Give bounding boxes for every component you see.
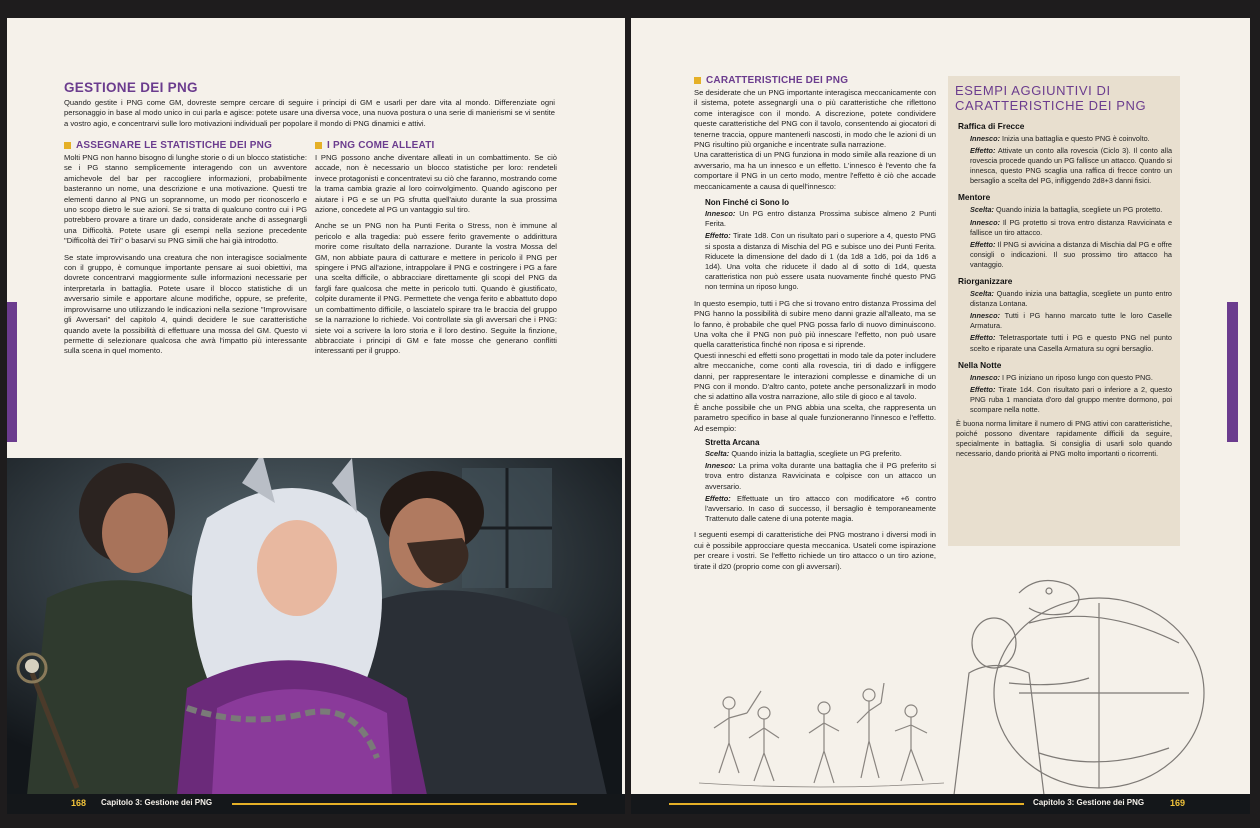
example-row: Innesco: Un PG entro distanza Prossima subisce almeno 2 Punti Ferita.	[705, 209, 936, 229]
paragraph: Questi inneschi ed effetti sono progettati in modo tale da poter includere altre meccaniche, come conti alla rovescia, tiri di dado e infliggere danni, per rappresentare le interazioni complesse e dinamiche di un PNG con il mondo. D'altro canto, potete anche personalizzarli in modo che si adattino alla vostra narrazione, allo stile di gioco e al tavolo.	[694, 350, 936, 402]
section-heading-allies: I PNG COME ALLEATI	[315, 140, 557, 151]
sidebar-row: Innesco: Tutti i PG hanno marcato tutte le loro Caselle Armatura.	[970, 311, 1172, 331]
sidebar-examples	[948, 76, 1180, 546]
intro-paragraph: Quando gestite i PNG come GM, dovreste sempre cercare di seguire i principi di GM e usarli per dare vita al mondo. Differenziate ogni personaggio in base al modo unico in cui parla e agisce: potete usare una diversa voce, una nuova postura o una serie di manierismi se vi sentite a vostro agio, e concentrarvi sulle loro motivazioni individuali per popolare il mondo di PNG dinamici e attivi.	[64, 98, 555, 128]
sketch-turtle	[949, 563, 1219, 795]
footer-rule	[669, 803, 1024, 805]
illustration-npcs	[7, 458, 622, 795]
example-title: Non Finché ci Sono Io	[705, 198, 789, 208]
sidebar-footer-text: È buona norma limitare il numero di PNG attivi con caratteristiche, poiché possono diventare rapidamente difficili da seguire, specialmente in battaglia. Si consiglia di usarli solo quando necessario, dando priorità ai PNG molto importanti o ricorrenti.	[956, 418, 1172, 459]
bullet-square-icon	[694, 77, 701, 84]
sidebar-row: Effetto: Teletrasportate tutti i PG e questo PNG nel punto scelto e riparate una Casella Armatura su ogni bersaglio.	[970, 333, 1172, 353]
column-1-text	[64, 153, 307, 357]
bullet-square-icon	[64, 142, 71, 149]
sidebar-item-name: Nella Notte	[958, 359, 1002, 370]
column-2-text	[315, 153, 557, 357]
column-2	[315, 140, 557, 363]
sidebar-item-name: Riorganizzare	[958, 276, 1013, 287]
section-heading-characteristics: CARATTERISTICHE DEI PNG	[694, 75, 936, 86]
sidebar-row: Scelta: Quando inizia una battaglia, scegliete un punto entro distanza Lontana.	[970, 289, 1172, 309]
paragraph: I PNG possono anche diventare alleati in un combattimento. Se ciò accade, non è necessario un blocco statistiche per loro: rendeteli invece protagonisti e concentratevi su ciò che faranno, mostrando come la trama cambia grazie al loro coinvolgimento. Quando agiscono per aiutare i PG e se un PG sfrutta quell'aiuto durante la sua prossima azione, concedete al PG un vantaggio sul tiro.	[315, 153, 557, 215]
page-number: 168	[71, 798, 87, 808]
paragraph: I seguenti esempi di caratteristiche dei PNG mostrano i diversi modi in cui è possibile approcciare questa meccanica. Usateli come ispirazione per creare i vostri. Se l'effetto richiede un tiro attacco o un tiro azione, tirate il d20 (proprio come con gli avversari).	[694, 530, 936, 571]
page-number: 169	[1170, 798, 1186, 808]
right-column-text	[694, 88, 936, 192]
example-row: Effetto: Effettuate un tiro attacco con modificatore +6 contro l'avversario. In caso di successo, il bersaglio è temporaneamente Trattenuto dalle catene di una potente magia.	[705, 493, 936, 524]
right-column-text-3	[694, 530, 936, 572]
sidebar-row: Effetto: Attivate un conto alla rovescia (Ciclo 3). Il conto alla rovescia procede quando un PG fallisce un attacco. Quando si innesca, questo PNG scaglia una raffica di frecce contro un bersaglio a scelta del PG, infliggendo 2d8+3 danni fisici.	[970, 146, 1173, 186]
example-row: Innesco: La prima volta durante una battaglia che il PG preferito si trova entro distanza Ravvicinata e colpisce con un attacco un avversario.	[705, 461, 936, 491]
sidebar-row: Innesco: I PG iniziano un riposo lungo con questo PNG.	[970, 372, 1153, 382]
illustration-svg	[7, 458, 622, 795]
paragraph: È anche possibile che un PNG abbia una scelta, che rappresenta un parametro specifico in base al quale funzioneranno l'innesco e l'effetto. Ad esempio:	[694, 402, 936, 433]
sidebar-row: Scelta: Quando inizia la battaglia, scegliete un PG protetto.	[970, 205, 1163, 215]
sidebar-item-name: Mentore	[958, 192, 991, 203]
paragraph: In questo esempio, tutti i PG che si trovano entro distanza Prossima del PNG hanno la possibilità di subire meno danni grazie all'alleato, ma se lo fanno, è probabile che quel PNG possa farlo di nuovo diminuiscono. Una volta che il PNG non può più innescare l'effetto, non può usare quella caratteristica finché non riposa e si riprende.	[694, 298, 936, 350]
sidebar-row: Innesco: Inizia una battaglia e questo PNG è coinvolto.	[970, 134, 1150, 143]
right-column-text-2	[694, 299, 936, 434]
section-heading-assign: ASSEGNARE LE STATISTICHE DEI PNG	[64, 140, 307, 151]
chapter-tab	[7, 302, 17, 442]
footer-chapter: Capitolo 3: Gestione dei PNG	[101, 798, 213, 807]
paragraph: Una caratteristica di un PNG funziona in modo simile alla reazione di un avversario, ma ha un innesco e un effetto. L'innesco è l'evento che fa comportare il PNG in un certo modo, mentre l'effetto è ciò che accade meccanicamente a causa di quell'innesco:	[694, 150, 936, 191]
paragraph: Anche se un PNG non ha Punti Ferita o Stress, non è immune al pericolo e alla tragedia: può essere ferito gravemente o addirittura morire come risultato della narrazione. Durante la vostra Mossa del GM, non abbiate paura di catturare e mettere in pericolo il PNG per spingere i PNG all'azione, intrappolare il PNG e costringere i PG a fare una scelta difficile, o abbracciare direttamente gli scopi del PNG da fargli fare qualcosa che mette in pericolo tutti. Quando è giustificato, colpite duramente il PNG. Permettete che venga ferito e abbattuto dopo un combattimento difficile, o lasciatelo spirare tra le braccia del gruppo se la narrazione lo richiede. Voi controllate sia gli avversari che i PNG: siete voi a scrivere la loro storia e il loro destino. Seguite la finzione, abbracciate i principi di GM e fate mosse che generano conflitti interessanti per il gruppo.	[315, 221, 557, 356]
paragraph: Molti PNG non hanno bisogno di lunghe storie o di un blocco statistiche: se i PG stanno semplicemente interagendo con un avventore amichevole del bar per raccogliere informazioni, probabilmente basteranno un nome, una descrizione e una motivazione. Questi tre elementi danno al PNG un soprannome, un modo per riconoscerlo e uno scopo dietro le sue azioni. Se si tratta di qualcuno contro cui i PG potrebbero provare a tirare un dado, considerate anche di assegnargli una Difficoltà. Potete usare gli esempi nella sezione precedente "Difficoltà dei Tiri" o basarvi su PNG simili che hai già introdotto.	[64, 153, 307, 246]
footer-chapter: Capitolo 3: Gestione dei PNG	[1033, 798, 1145, 807]
sidebar-item-name: Raffica di Frecce	[958, 121, 1025, 131]
sidebar-row: Innesco: Il PG protetto si trova entro distanza Ravvicinata e fallisce un tiro attacco.	[970, 217, 1172, 237]
sidebar-row: Effetto: Tirate 1d4. Con risultato pari o inferiore a 2, questo PNG ruba 1 manciata d'oro dal gruppo mentre dormono, poi scompare nella notte.	[970, 384, 1173, 414]
right-column	[694, 75, 936, 578]
sidebar-title: ESEMPI AGGIUNTIVI DI CARATTERISTICHE DEI PNG	[955, 83, 1147, 113]
right-page	[631, 18, 1250, 814]
paragraph: Se desiderate che un PNG importante interagisca meccanicamente con il sistema, potete assegnargli una o più caratteristiche che riflettono come interagisce con il mondo. A discrezione, potete condividere queste caratteristiche del PNG con il tavolo, consentendo ai giocatori di tenerne traccia, oppure mantenerli nascosti, in modo che le azioni di un PNG risultino più organiche e incentrate sulla narrazione.	[694, 88, 936, 150]
footer-rule	[232, 803, 577, 805]
example-title: Stretta Arcana	[705, 437, 760, 447]
column-1	[64, 140, 307, 363]
chapter-tab	[1227, 302, 1238, 442]
page-footer	[631, 794, 1250, 814]
sidebar-row: Effetto: Il PNG si avvicina a distanza di Mischia dal PG e offre consigli o indicazioni. Il suo prossimo tiro attacco ha vantaggio.	[970, 239, 1172, 269]
left-page	[7, 18, 625, 814]
example-row: Scelta: Quando inizia la battaglia, scegliete un PG preferito.	[705, 448, 902, 458]
page-title: GESTIONE DEI PNG	[64, 80, 198, 95]
bullet-square-icon	[315, 142, 322, 149]
sketch-figures	[699, 683, 949, 793]
page-footer	[7, 794, 625, 814]
paragraph: Se state improvvisando una creatura che non interagisce socialmente con il gruppo, è comunque importante pensare ai suoi obiettivi, ma dovrete concentrarvi maggiormente sulle informazioni necessarie per interpretarla in battaglia. Potete usare il blocco statistiche di un avversario simile e apportare alcune modifiche, oppure, se preferite, improvvisarne uno utilizzando le indicazioni nella sezione "Improvvisare gli Avversari" del capitolo 4, quindi decidere le sue caratteristiche quando avete la possibilità di effettuare una mossa del GM. Questo vi permette di selezionare qualcosa che avrà l'impatto più interessante sulla scena in quel momento.	[64, 252, 307, 356]
example-row: Effetto: Tirate 1d8. Con un risultato pari o superiore a 4, questo PNG si sposta a distanza di Mischia del PG e subisce uno dei Punti Ferita. Riducete la dimensione del dado di 1 (da 1d8 a 1d6, poi da 1d6 a 1d4). Una volta che riducete il dado al di sotto di 1d4, questa caratteristica non può essere usata nuovamente finché questo PNG non termina un riposo lungo.	[705, 231, 936, 292]
